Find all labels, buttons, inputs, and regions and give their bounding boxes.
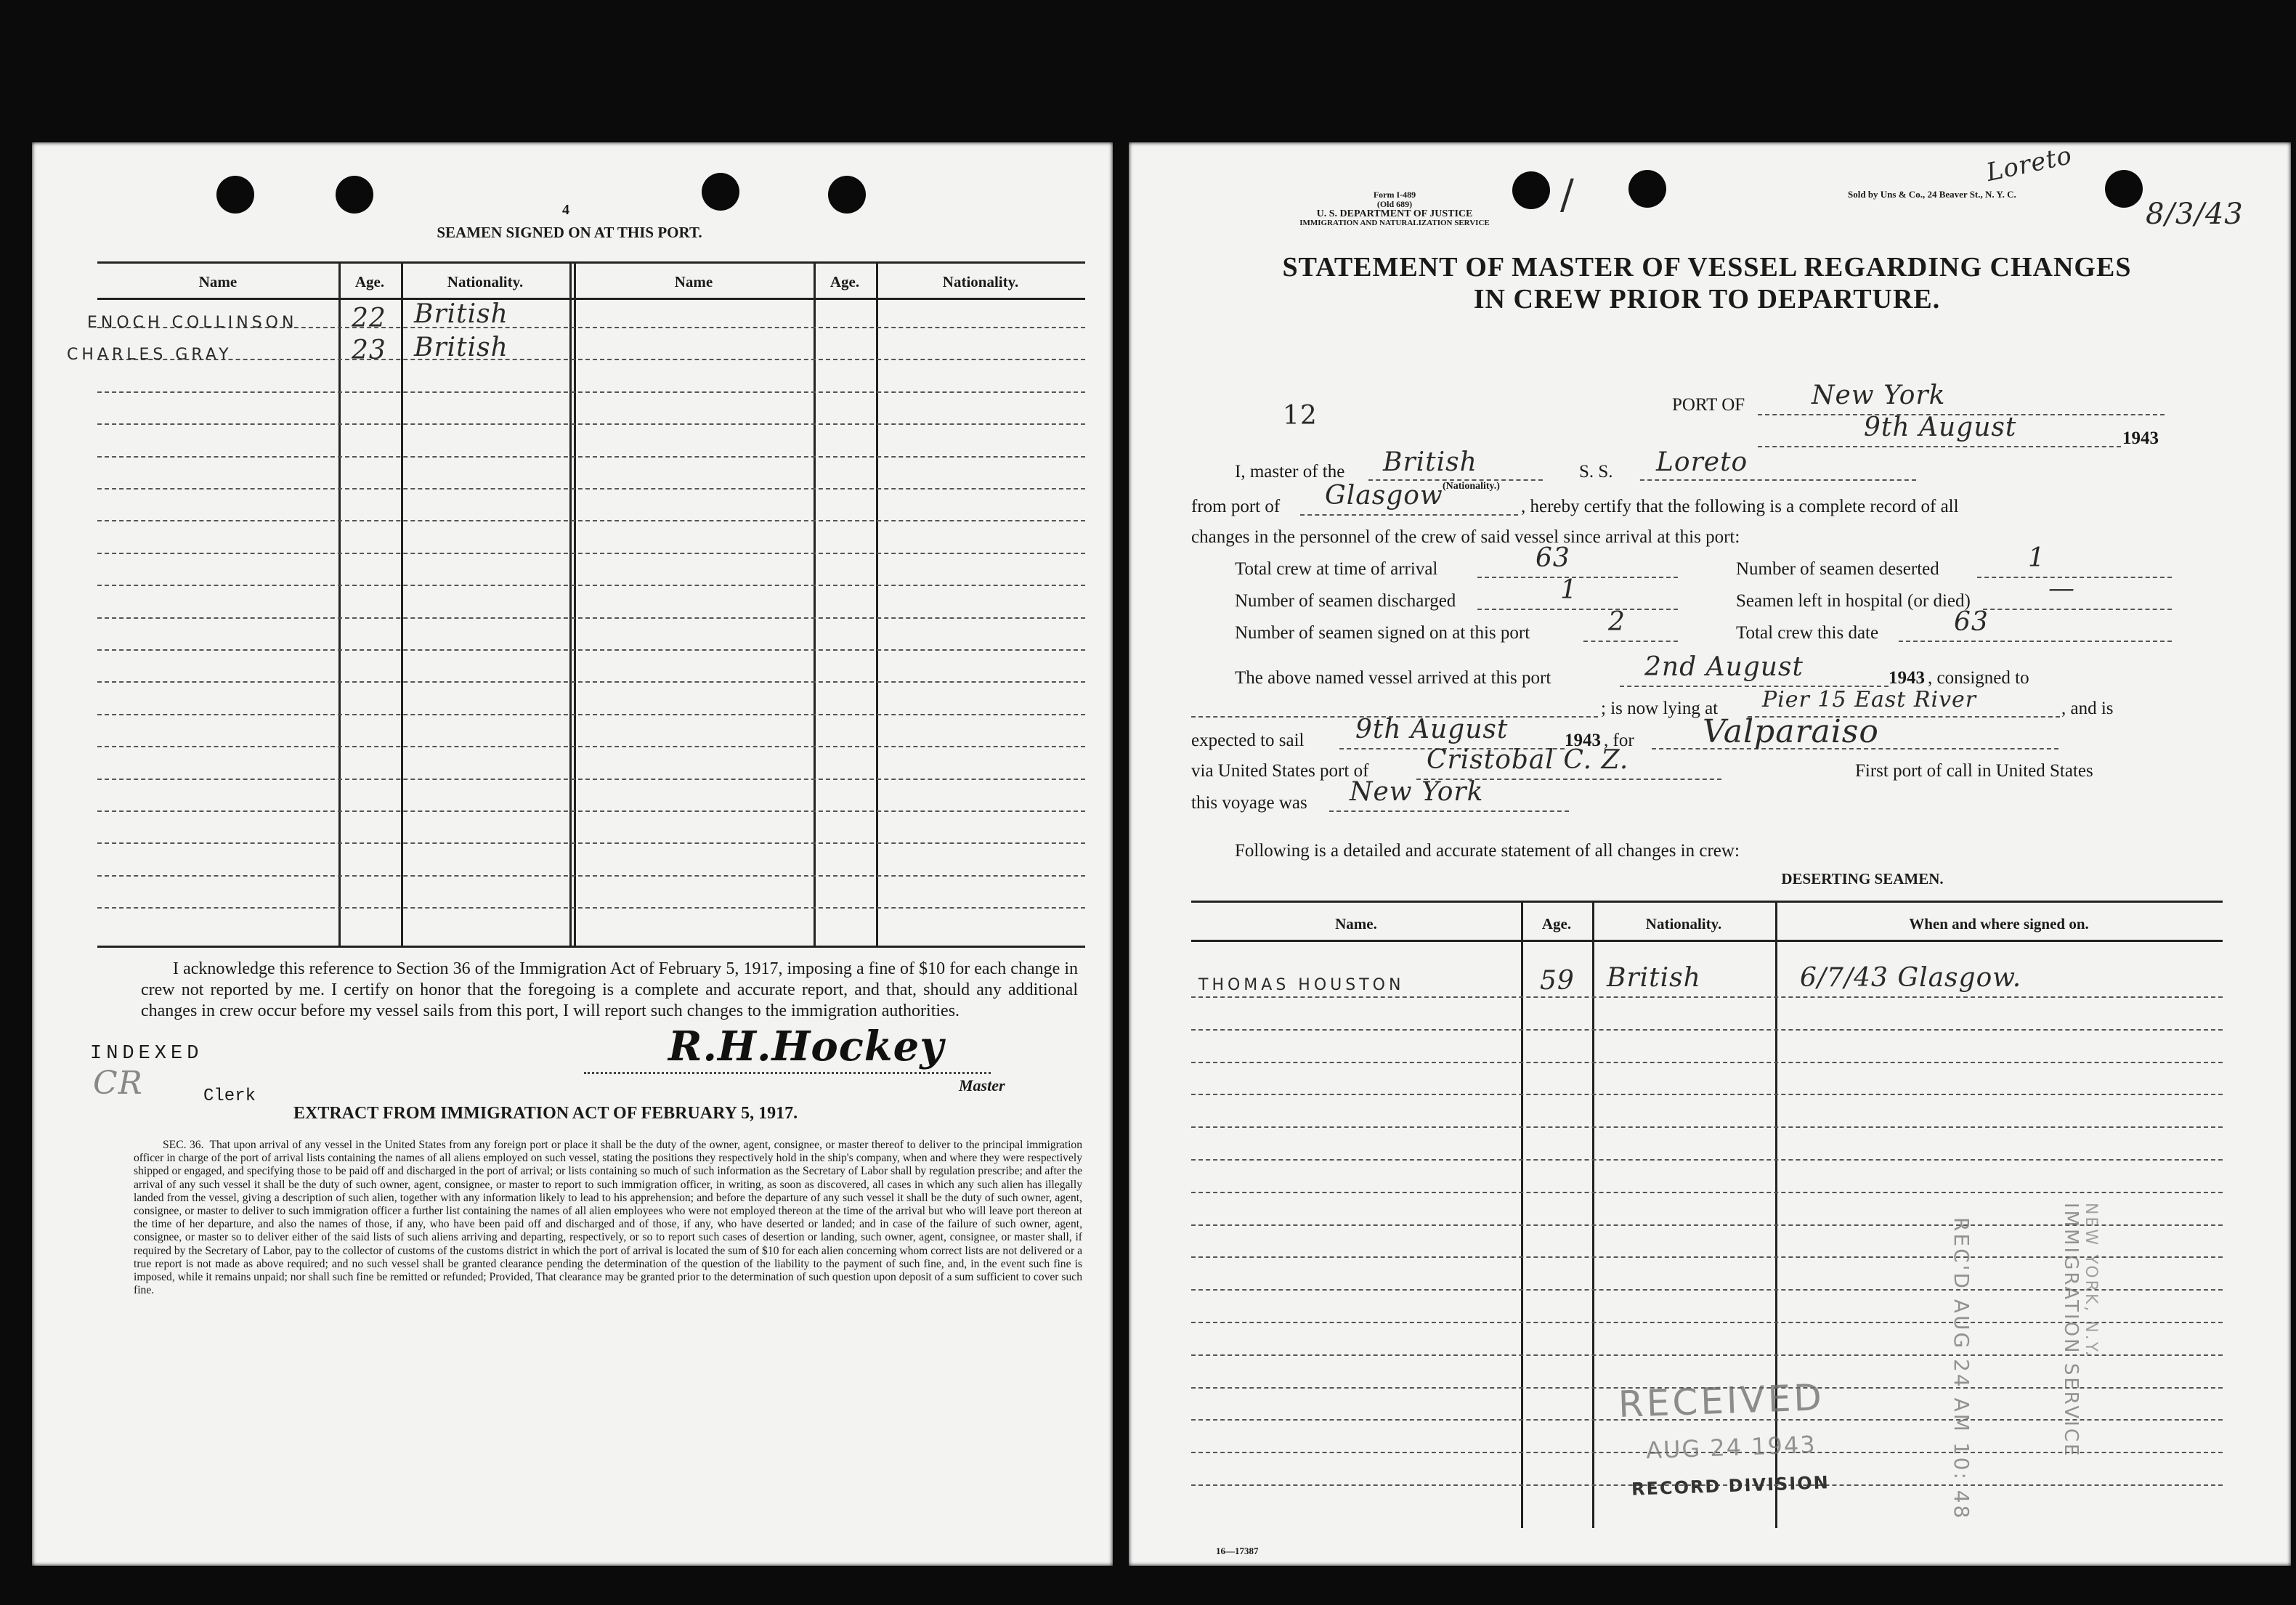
stat-value: 63 [1954,607,1989,637]
stat-value: 1 [1560,575,1578,605]
indexed-stamp: INDEXED [90,1043,203,1065]
first-port-label: First port of call in United States [1855,761,2093,781]
consigned-label: , consigned to [1928,668,2029,688]
ss-label: S. S. [1579,462,1613,482]
record-division: RECORD DIVISION [1631,1472,1830,1500]
ruled-line [97,842,1085,844]
arrived-value: 2nd August [1644,652,1804,682]
via-value: Cristobal C. Z. [1427,745,1629,775]
table-row-name: ENOCH COLLINSON [87,314,298,332]
port-label: PORT OF [1672,395,1745,415]
header-signed-on: When and where signed on. [1909,915,2089,932]
ruled-line [1191,1094,2223,1095]
ruled-line [97,585,1085,586]
table-row-name: CHARLES GRAY [67,346,232,364]
table-row-age: 59 [1540,966,1575,996]
header-nationality: Nationality. [447,273,524,290]
table-row-nationality: British [414,333,508,362]
punch-hole [828,176,866,214]
stat-label: Total crew this date [1736,623,1879,643]
ruled-line [97,714,1085,715]
table-row-nationality: British [414,299,508,329]
ruled-line [97,488,1085,489]
clerk-initials: CR [93,1065,143,1102]
table-row-nationality: British [1607,963,1701,993]
ruled-line [1191,1062,2223,1063]
port-value: New York [1812,381,1946,410]
punch-hole [2105,170,2143,208]
table-row-signed-on: 6/7/43 Glasgow. [1800,963,2022,993]
ruled-line [1191,1029,2223,1031]
ruled-line [97,779,1085,780]
year-prefix: 194 [1565,731,1592,750]
received-stamp: RECEIVED [1618,1376,1825,1426]
for-label: , for [1604,731,1634,750]
year-printed [2122,428,2159,449]
header-name: Name [198,273,238,290]
section-body: That upon arrival of any vessel in the United States from any foreign port or place it shall be the duty of the owner, agent, consignee, or master thereof to deliver to the principal immigration officer in charge of the port of arrival lists containing the names of all aliens employed on such vessel, stating the positions they respectively hold in the ship's company, when and where they were respectively shipped or engaged, and specifying those to be paid off and discharged in the port of arrival; or lists containing so much of such information as the Secretary of Labor shall by regulation prescribe; and after the arrival of any such vessel it shall be the duty of such owner, agent, consignee, or master to report to such immigration officer, in writing, as soon as discovered, all cases in which any such alien has illegally landed from the vessel, giving a description of such alien, together with any information likely to lead to his apprehension; and before the departure of any such vessel it shall be the duty of such owner, agent, consignee, or master to deliver to such immigration officer a further list containing the names of all alien employees who were not employed thereon at the time of the arrival but who will leave port thereon at the time of her departure, and also the names of those, if any, who have been paid off and discharged and of those, if any, who have deserted or landed; and in case of the failure of such owner, agent, consignee, or master so to deliver either of the said lists of such aliens arriving and departing, respectively, or so to report such cases of desertion or landing, such owner, agent, consignee, or master shall, if required by the Secretary of Labor, pay to the collector of customs of the customs district in which the port of arrival is located the sum of $10 for each alien concerning whom correct lists are not delivered or a true report is not made as above required; and no such vessel shall be granted clearance pending the determination of the question of the liability to the payment of such fine, and, in the event such fine is imposed, while it remains unpaid; nor shall such fine be remitted or refunded; Provided, That clearance may be granted prior to the determination of such question upon deposit of a sum sufficient to cover such fine. [134,1139,1082,1297]
for-value: Valparaiso [1703,713,1879,750]
ruled-line [97,810,1085,812]
page-number: 4 [562,202,569,218]
stat-value: 1 [2028,543,2045,573]
from-port-value: Glasgow [1325,481,1443,511]
ruled-line [97,617,1085,619]
ruled-line [97,553,1085,554]
form-code: 16—17387 [1216,1545,1259,1556]
following-text: Following is a detailed and accurate statement of all changes in crew: [1235,841,1740,861]
certify-text: , hereby certify that the following is a complete record of all [1521,497,1959,516]
via-label: via United States port of [1191,761,1369,781]
corner-date: 8/3/43 [2146,198,2244,231]
voyage-label: this voyage was [1191,793,1307,813]
form-header [1286,190,1504,228]
ruled-line [97,907,1085,909]
voyage-value: New York [1350,777,1484,807]
master-of-label: I, master of the [1235,462,1345,482]
header-name: Name [674,273,713,290]
ruled-line [97,456,1085,458]
master-label: Master [959,1076,1005,1094]
nationality-value: British [1383,447,1477,477]
punch-hole [702,173,739,211]
punch-hole [1628,170,1666,208]
year-digit: 3 [1591,731,1601,750]
corner-ship-name: Loreto [1984,141,2075,187]
expected-value: 9th August [1355,715,1509,744]
section-36-text [134,1139,1082,1297]
table-row-age: 23 [352,336,386,365]
stat-value: — [2048,574,2075,604]
ss-value: Loreto [1656,447,1748,477]
header-age: Age. [354,273,385,290]
from-port-label: from port of [1191,497,1281,516]
handwritten-number: 12 [1283,401,1318,431]
service: IMMIGRATION AND NATURALIZATION SERVICE [1299,219,1490,227]
stat-label: Number of seamen signed on at this port [1235,623,1530,643]
header-nationality: Nationality. [942,273,1019,290]
department: U. S. DEPARTMENT OF JUSTICE [1316,208,1473,219]
acknowledgment-text: I acknowledge this reference to Section 36 of the Immigration Act of February 5, 1917, imposing a fine of $10 for each change in crew not reported by me. I certify on honor that the foregoing is a complete and accurate report, and that, should any additional changes in crew occur before my vessel sails from this port, I will report such changes to the immigration authorities. [141,959,1078,1020]
ruled-line [97,649,1085,651]
stat-value: 63 [1536,543,1570,573]
year-digit: 3 [2149,428,2159,448]
stat-label: Number of seamen deserted [1736,559,1939,579]
ruled-line [97,746,1085,747]
nationality-caption: (Nationality.) [1443,481,1500,492]
header-age: Age. [829,273,860,290]
changes-text: changes in the personnel of the crew of said vessel since arrival at this port: [1191,527,1740,547]
clerk-label: Clerk [203,1086,256,1106]
stat-label: Number of seamen discharged [1235,591,1456,611]
year-prefix: 194 [2122,428,2150,448]
vertical-stamp-city: NEW YORK, N.Y. [2082,1203,2100,1358]
ruled-line [1191,1192,2223,1193]
old-form: (Old 689) [1376,199,1413,209]
table-row-age: 22 [352,304,386,333]
ruled-line [1191,1159,2223,1161]
master-signature: R.H.Hockey [668,1023,944,1070]
header-age: Age. [1541,915,1572,932]
punch-hole [216,176,254,214]
year-prefix: 194 [1889,668,1916,688]
received-date: AUG 24 1943 [1645,1430,1817,1465]
vertical-stamp-time: REC'D AUG 24 AM 10: 48 [1950,1217,1973,1521]
lying-label: ; is now lying at [1601,699,1719,718]
expected-label: expected to sail [1191,731,1305,750]
ruled-line [97,423,1085,425]
arrived-year [1889,668,1925,688]
stat-value: 2 [1608,607,1626,637]
table-row-name: THOMAS HOUSTON [1198,976,1405,994]
deserting-title: DESERTING SEAMEN. [1781,870,1944,887]
form-title-line2: IN CREW PRIOR TO DEPARTURE. [1473,284,1941,314]
ruled-line [97,359,1085,360]
check-mark: / [1560,171,1575,219]
header-nationality: Nationality. [1645,915,1722,932]
ruled-line [97,520,1085,521]
extract-title: EXTRACT FROM IMMIGRATION ACT OF FEBRUARY 5, 1917. [293,1104,798,1123]
arrived-label: The above named vessel arrived at this port [1235,668,1551,688]
vertical-stamp-service: IMMIGRATION SERVICE [2060,1203,2082,1458]
ruled-line [1191,996,2223,998]
header-name: Name. [1335,915,1377,932]
seller: Sold by Uns & Co., 24 Beaver St., N. Y. C. [1848,189,2016,200]
punch-hole [1512,171,1550,209]
punch-hole [336,176,373,214]
stat-label: Total crew at time of arrival [1235,559,1438,579]
date-value: 9th August [1864,413,2017,442]
right-page [1129,142,2291,1566]
form-title-line1: STATEMENT OF MASTER OF VESSEL REGARDING CHANGES [1282,252,2132,283]
ruled-line [97,875,1085,877]
and-is-label: , and is [2061,699,2114,718]
section-label: SEC. 36. [163,1139,204,1151]
ruled-line [97,391,1085,393]
left-page [32,142,1113,1566]
ruled-line [1191,1126,2223,1128]
left-title: SEAMEN SIGNED ON AT THIS PORT. [437,224,702,241]
lying-value: Pier 15 East River [1762,687,1977,712]
ruled-line [97,681,1085,683]
year-digit: 3 [1915,668,1925,688]
form-number: Form I-489 [1373,190,1416,200]
stat-label: Seamen left in hospital (or died) [1736,591,1971,611]
